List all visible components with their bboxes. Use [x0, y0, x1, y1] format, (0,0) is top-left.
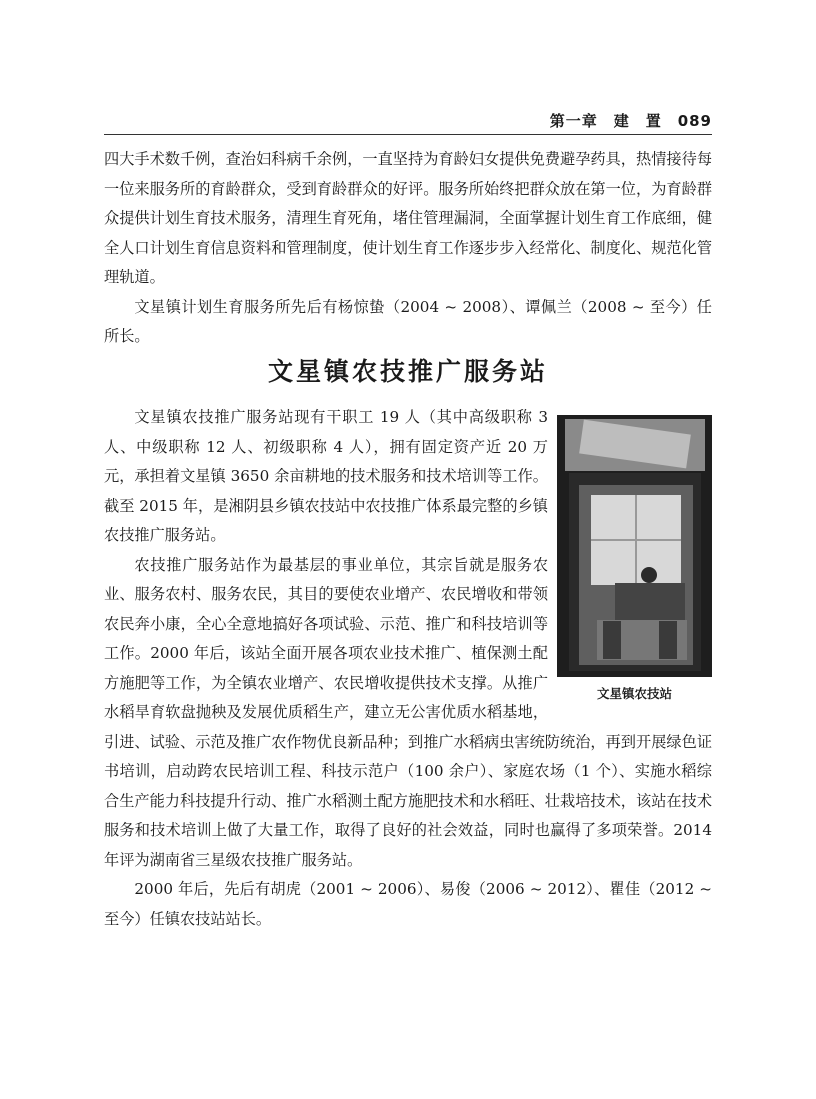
station-photo — [557, 415, 712, 677]
section-paragraph: 农技推广服务站作为最基层的事业单位，其宗旨就是服务农业、服务农村、服务农民，其目的要使农业增产、农民增收和带领农民奔小康，全心全意地搞好各项试验、示范、推广和科技培训等工作。2000 年后，该站全面开展各项农业技术推广、植保测土配方施肥等工作，为全镇农业增产、农民增收提供技术支撑。从推广水稻旱育软盘抛秧及发展优质稻生产，建立无公害优质水稻基地，引进、试验、示范及推广农作物优良新品种；到推广水稻病虫害统防统治，再到开展绿色证书培训，启动跨农民培训工程、科技示范户（100 余户）、家庭农场（1 个）、实施水稻综合生产能力科技提升行动、推广水稻测土配方施肥技术和水稻旺、壮栽培技术，该站在技术服务和技术培训上做了大量工作，取得了良好的社会效益，同时也赢得了多项荣誉。2014 年评为湖南省三星级农技推广服务站。 — [104, 555, 712, 869]
chapter-page-heading: 第一章 建 置 089 — [549, 112, 712, 130]
running-header — [104, 108, 712, 135]
section-paragraph: 2000 年后，先后有胡虎（2001 ~ 2006）、易俊（2006 ~ 2012）、瞿佳（2012 ~ 至今）任镇农技站站长。 — [104, 880, 712, 928]
photo-caption: 文星镇农技站 — [596, 686, 672, 701]
intro-paragraph: 文星镇计划生育服务所先后有杨惊蛰（2004 ~ 2008）、谭佩兰（2008 ~ 至今）任所长。 — [104, 297, 712, 345]
section-paragraph: 文星镇农技推广服务站现有干职工 19 人（其中高级职称 3 人、中级职称 12 人、初级职称 4 人），拥有固定资产近 20 万元，承担着文星镇 3650 余亩耕地的技术服务和技术培训等工作。截至 2015 年，是湘阴县乡镇农技站中农技推广体系最完整的乡镇农技推广服务站。 — [104, 408, 548, 544]
intro-text-block — [104, 145, 712, 352]
section-title: 文星镇农技推广服务站 — [267, 357, 548, 386]
station-photo-image — [557, 415, 712, 677]
intro-paragraph: 四大手术数千例，查治妇科病千余例，一直坚持为育龄妇女提供免费避孕药具，热情接待每一位来服务所的育龄群众，受到育龄群众的好评。服务所始终把群众放在第一位，为育龄群众提供计划生育技术服务，清理生育死角，堵住管理漏洞，全面掌握计划生育工作底细，健全人口计划生育信息资料和管理制度，使计划生育工作逐步步入经常化、制度化、规范化管理轨道。 — [104, 150, 712, 286]
